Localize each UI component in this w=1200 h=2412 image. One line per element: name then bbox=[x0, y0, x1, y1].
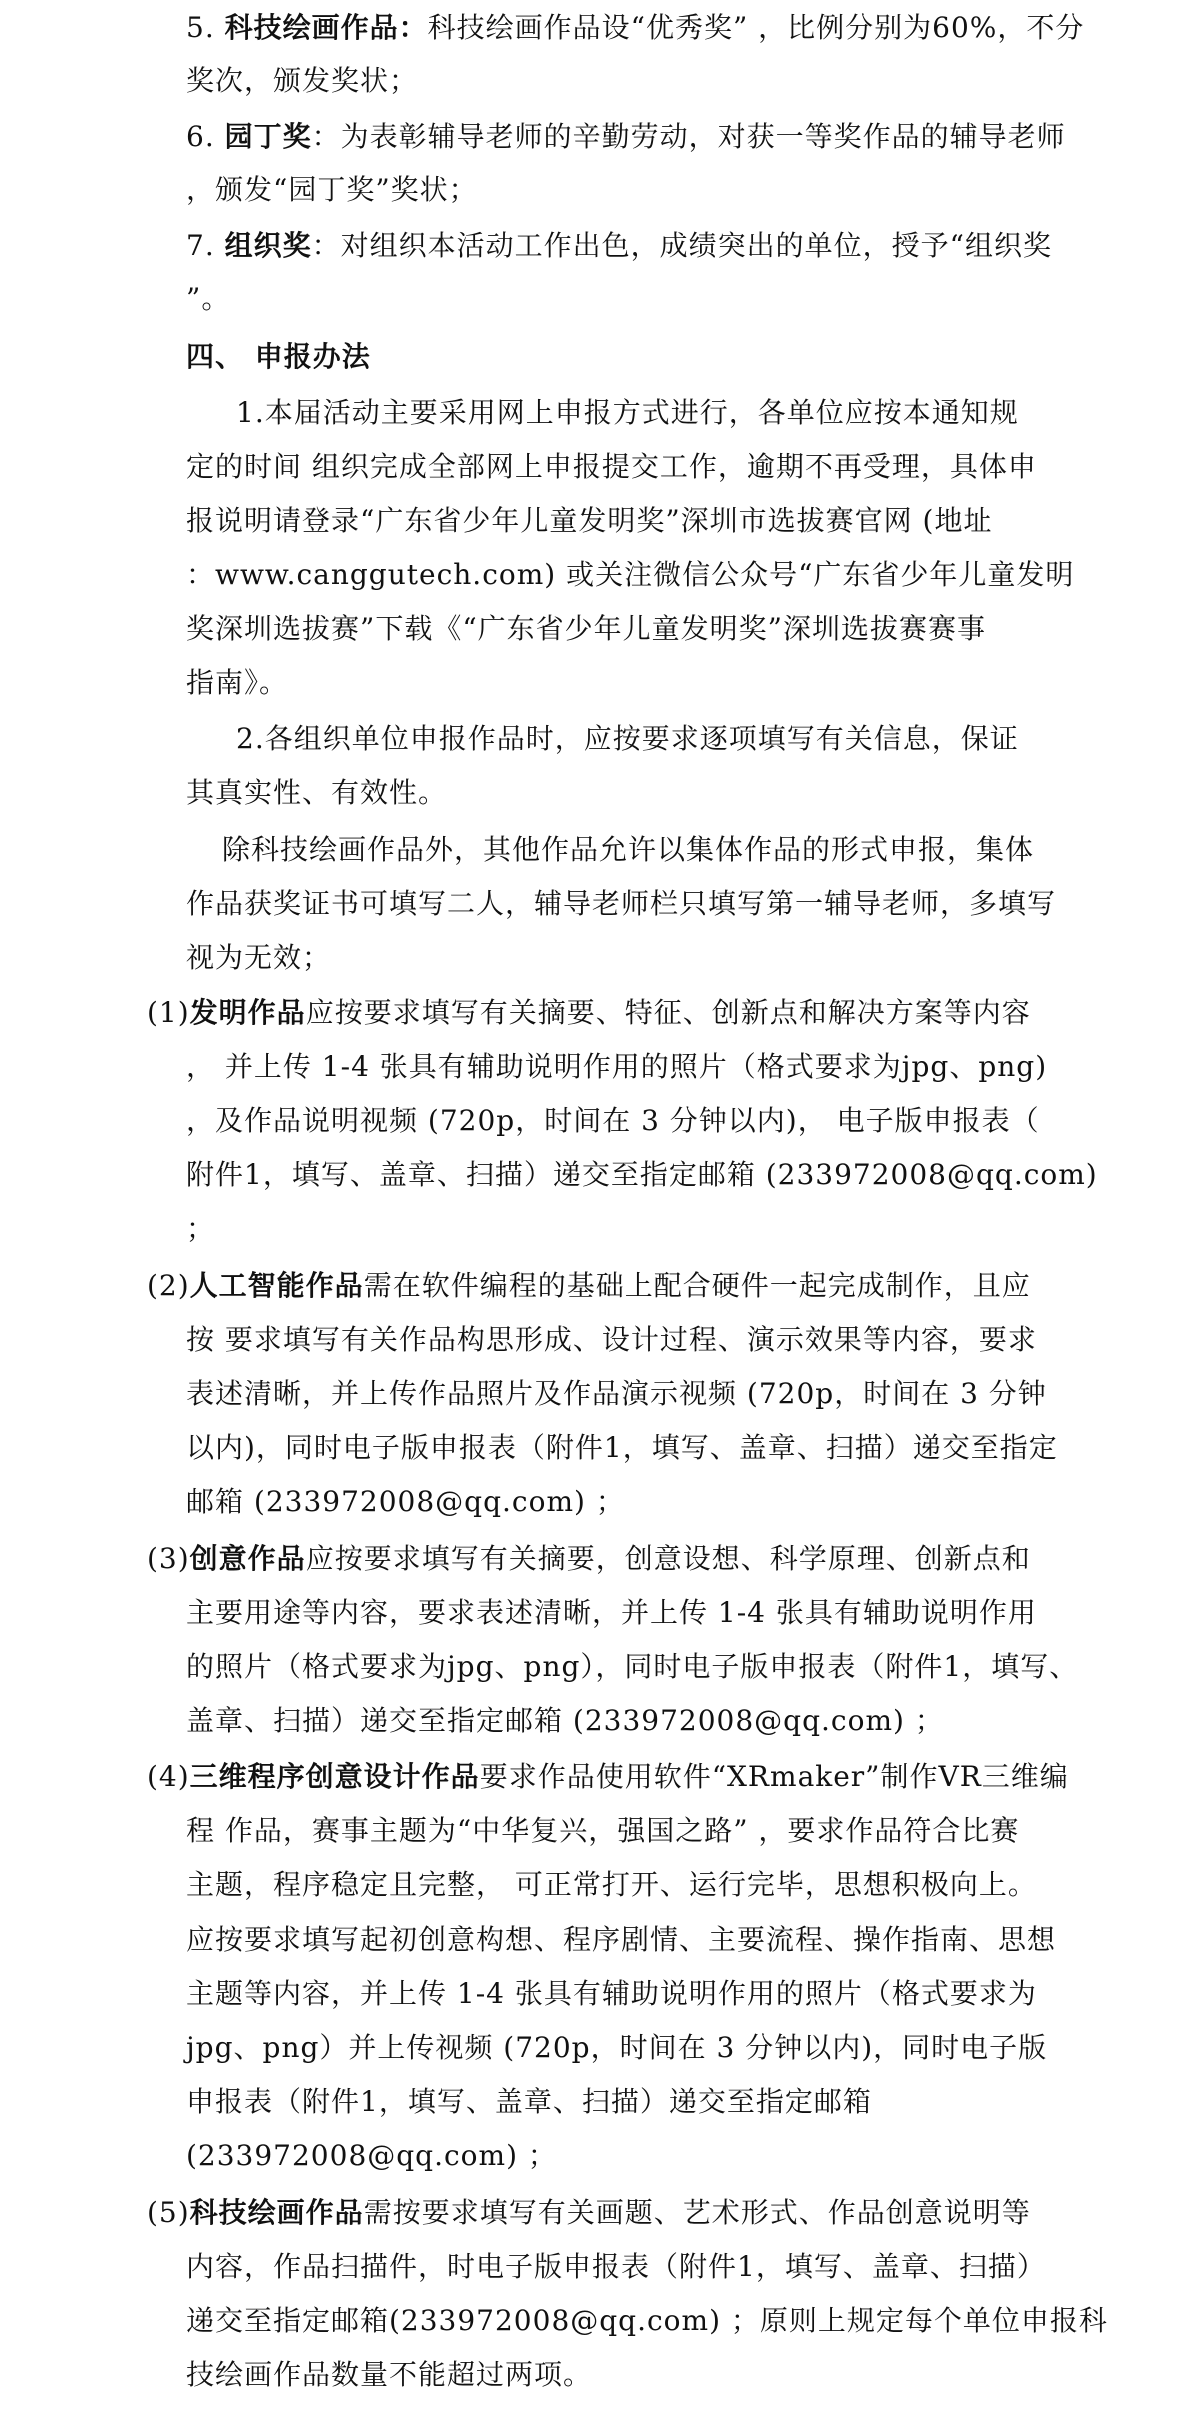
text-line bbox=[147, 2196, 1031, 2229]
text-line bbox=[186, 2139, 557, 2172]
text-line bbox=[186, 612, 986, 645]
text-line bbox=[222, 833, 1035, 866]
text-segment: 5. bbox=[186, 11, 225, 44]
text-segment: 程 作品，赛事主题为“中华复兴，强国之路” ，要求作品符合比赛 bbox=[186, 1814, 1020, 1847]
text-segment: 主要用途等内容，要求表述清晰，并上传 1-4 张具有辅助说明作用 bbox=[186, 1596, 1037, 1629]
text-segment: 以内)，同时电子版申报表（附件1，填写、盖章、扫描）递交至指定 bbox=[186, 1431, 1058, 1464]
text-segment: 内容，作品扫描件，时电子版申报表（附件1，填写、盖章、扫描） bbox=[186, 2250, 1046, 2283]
text-line bbox=[186, 120, 1066, 153]
text-segment: (233972008@qq.com) ； bbox=[186, 2139, 557, 2172]
text-line bbox=[186, 1377, 1047, 1410]
text-line bbox=[186, 1323, 1037, 1356]
bold-term: 发明作品 bbox=[189, 996, 306, 1029]
bold-term: 三维程序创意设计作品 bbox=[189, 1760, 480, 1793]
text-segment: 报说明请登录“广东省少年儿童发明奖”深圳市选拔赛官网 (地址 bbox=[186, 504, 993, 537]
text-segment: 递交至指定邮箱(233972008@qq.com) ；原则上规定每个单位申报科 bbox=[186, 2304, 1108, 2337]
text-segment: 定的时间 组织完成全部网上申报提交工作，逾期不再受理，具体申 bbox=[186, 450, 1037, 483]
bold-term: 科技绘画作品： bbox=[224, 11, 428, 44]
text-segment: ； bbox=[186, 1212, 216, 1245]
text-segment: 视为无效； bbox=[186, 941, 332, 974]
text-segment: 应按要求填写有关摘要，创意设想、科学原理、创新点和 bbox=[305, 1542, 1031, 1575]
text-line bbox=[147, 996, 1031, 1029]
text-line bbox=[186, 941, 332, 974]
bold-term: 园丁奖 bbox=[224, 120, 312, 153]
text-segment: 1.本届活动主要采用网上申报方式进行，各单位应按本通知规 bbox=[236, 396, 1019, 429]
text-segment: jpg、png）并上传视频 (720p，时间在 3 分钟以内)，同时电子版 bbox=[186, 2031, 1048, 2064]
text-segment: (1) bbox=[147, 996, 190, 1029]
text-segment: 主题，程序稳定且完整， 可正常打开、运行完毕，思想积极向上。 bbox=[186, 1868, 1037, 1901]
text-segment: 7. bbox=[186, 229, 225, 262]
text-line bbox=[186, 1212, 216, 1245]
text-line bbox=[186, 504, 993, 537]
text-line bbox=[186, 64, 419, 97]
text-line bbox=[186, 1814, 1020, 1847]
text-line bbox=[147, 1542, 1031, 1575]
text-line bbox=[147, 1269, 1031, 1302]
text-segment: 主题等内容，并上传 1-4 张具有辅助说明作用的照片（格式要求为 bbox=[186, 1977, 1037, 2010]
text-line bbox=[186, 1650, 1079, 1683]
text-segment: 需按要求填写有关画题、艺术形式、作品创意说明等 bbox=[363, 2196, 1031, 2229]
bold-term: 人工智能作品 bbox=[189, 1269, 364, 1302]
text-line bbox=[236, 396, 1019, 429]
text-segment: 应按要求填写有关摘要、特征、创新点和解决方案等内容 bbox=[305, 996, 1031, 1029]
text-line bbox=[186, 1868, 1037, 1901]
text-segment: 指南》。 bbox=[186, 666, 289, 699]
text-segment: 需在软件编程的基础上配合硬件一起完成制作，且应 bbox=[363, 1269, 1031, 1302]
text-line bbox=[186, 1431, 1058, 1464]
text-segment: ：为表彰辅导老师的辛勤劳动，对获一等奖作品的辅导老师 bbox=[311, 120, 1066, 153]
text-segment: 要求作品使用软件“XRmaker”制作VR三维编 bbox=[479, 1760, 1069, 1793]
text-segment: 邮箱 (233972008@qq.com) ； bbox=[186, 1485, 625, 1518]
text-segment: (4) bbox=[147, 1760, 190, 1793]
text-line bbox=[186, 173, 478, 206]
text-segment: (2) bbox=[147, 1269, 190, 1302]
text-line bbox=[186, 1485, 625, 1518]
text-segment: 申报表（附件1，填写、盖章、扫描）递交至指定邮箱 bbox=[186, 2085, 872, 2118]
text-segment: 附件1，填写、盖章、扫描）递交至指定邮箱 (233972008@qq.com) bbox=[186, 1158, 1098, 1191]
text-segment: ：对组织本活动工作出色，成绩突出的单位，授予“组织奖 bbox=[311, 229, 1052, 262]
text-line bbox=[186, 1104, 1040, 1137]
text-line bbox=[186, 1050, 1048, 1083]
text-segment: 的照片（格式要求为jpg、png），同时电子版申报表（附件1，填写、 bbox=[186, 1650, 1079, 1683]
text-line bbox=[186, 11, 1085, 44]
text-segment: (3) bbox=[147, 1542, 190, 1575]
text-line bbox=[186, 1596, 1037, 1629]
text-segment: ，颁发“园丁奖”奖状； bbox=[186, 173, 478, 206]
text-segment: 应按要求填写起初创意构想、程序剧情、主要流程、操作指南、思想 bbox=[186, 1923, 1057, 1956]
text-segment: ”。 bbox=[186, 282, 231, 315]
text-line bbox=[186, 1158, 1098, 1191]
text-segment: 表述清晰，并上传作品照片及作品演示视频 (720p，时间在 3 分钟 bbox=[186, 1377, 1047, 1410]
text-line bbox=[186, 887, 1057, 920]
text-segment: 技绘画作品数量不能超过两项。 bbox=[186, 2358, 593, 2391]
text-segment: 作品获奖证书可填写二人，辅导老师栏只填写第一辅导老师，多填写 bbox=[186, 887, 1057, 920]
text-segment: ：www.canggutech.com) 或关注微信公众号“广东省少年儿童发明 bbox=[186, 558, 1075, 591]
text-line bbox=[186, 2031, 1048, 2064]
text-line bbox=[186, 2085, 872, 2118]
text-line bbox=[186, 340, 371, 373]
text-segment: 盖章、扫描）递交至指定邮箱 (233972008@qq.com) ； bbox=[186, 1704, 944, 1737]
bold-term: 四、 申报办法 bbox=[186, 340, 371, 373]
text-line bbox=[186, 1923, 1057, 1956]
text-segment: ， 并上传 1-4 张具有辅助说明作用的照片（格式要求为jpg、png) bbox=[186, 1050, 1048, 1083]
text-segment: 科技绘画作品设“优秀奖” ，比例分别为60%，不分 bbox=[427, 11, 1085, 44]
bold-term: 创意作品 bbox=[189, 1542, 306, 1575]
text-line bbox=[186, 450, 1037, 483]
bold-term: 科技绘画作品 bbox=[189, 2196, 364, 2229]
text-line bbox=[186, 229, 1052, 262]
text-line bbox=[186, 2250, 1046, 2283]
text-line bbox=[186, 1977, 1037, 2010]
text-segment: 6. bbox=[186, 120, 225, 153]
text-segment: 按 要求填写有关作品构思形成、设计过程、演示效果等内容，要求 bbox=[186, 1323, 1037, 1356]
text-line bbox=[186, 2304, 1108, 2337]
text-segment: 除科技绘画作品外，其他作品允许以集体作品的形式申报，集体 bbox=[222, 833, 1035, 866]
bold-term: 组织奖 bbox=[224, 229, 312, 262]
text-segment: 奖次，颁发奖状； bbox=[186, 64, 419, 97]
text-line bbox=[186, 2358, 593, 2391]
text-segment: ，及作品说明视频 (720p，时间在 3 分钟以内)， 电子版申报表（ bbox=[186, 1104, 1040, 1137]
text-line bbox=[186, 1704, 944, 1737]
text-line bbox=[186, 282, 231, 315]
text-segment: 2.各组织单位申报作品时，应按要求逐项填写有关信息，保证 bbox=[236, 722, 1019, 755]
text-line bbox=[186, 776, 448, 809]
text-segment: 其真实性、有效性。 bbox=[186, 776, 448, 809]
text-line bbox=[186, 666, 289, 699]
text-segment: 奖深圳选拔赛”下载《“广东省少年儿童发明奖”深圳选拔赛赛事 bbox=[186, 612, 986, 645]
text-line bbox=[147, 1760, 1069, 1793]
text-line bbox=[236, 722, 1019, 755]
text-line bbox=[186, 558, 1075, 591]
text-segment: (5) bbox=[147, 2196, 190, 2229]
